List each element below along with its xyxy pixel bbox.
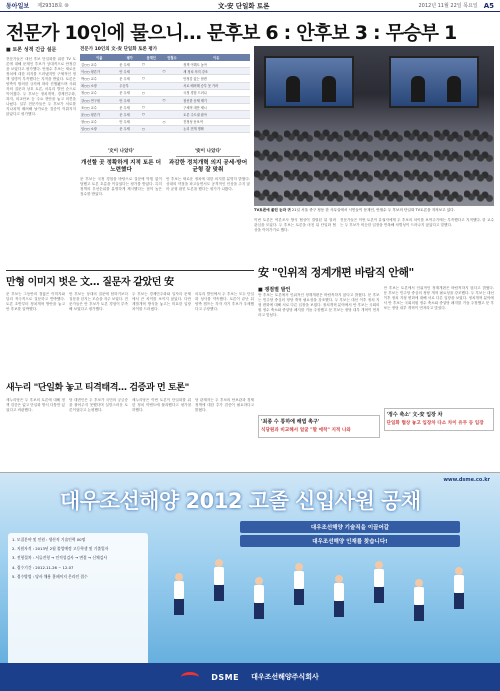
right-story-text: 안 후보는 토론에서 인위적인 정계개편은 바람직하지 않다고 밝혔다. 문 후보는 민주당 중심의 정당 개혁 필요성을 강조했다. 두 후보는 대선 이후 정치 지형 변화에 대해 서로 다른 입장을 보였다. 정치개혁 분야에서 안 후보는 국회의원 정수 축소와 중앙당 폐지를 거듭 주장했고 문 후보는 정당 내부 개혁이 먼저라고 맞섰다.	[258, 293, 380, 317]
table-cell: 참신한 문제 제기	[182, 96, 250, 103]
expert-panel-table	[80, 46, 250, 138]
sidebar-box	[258, 415, 380, 438]
sub-story-col: 새누리당은 이번 토론이 단일화를 위한 정치 이벤트에 불과했다고 평가절하했다.	[132, 398, 191, 412]
ad-logo-text: DSME	[211, 672, 240, 682]
quote-box-ahn	[166, 148, 250, 266]
table-cell: ○	[162, 96, 183, 103]
table-header-cell: 이름	[80, 54, 118, 61]
table-cell: 구체적 대안 제시	[182, 104, 250, 111]
jumping-person	[450, 567, 468, 613]
table-cell: 강○○ 연구원	[80, 96, 118, 103]
issue-number: 제29318호 ⑩	[37, 3, 69, 9]
table-cell: 장○○ 교수	[80, 118, 118, 125]
ad-info-row: 3. 전형절차 : 서류전형 → 인적성검사 → 면접 → 신체검사	[12, 555, 107, 561]
photo-caption-text: 21일 서울 중구 정동 한 사무실에서 시민들이 문재인, 안철수 두 후보의 단일화 TV토론을 지켜보고 있다.	[291, 208, 455, 212]
quote-box-moon	[80, 148, 162, 266]
candidate-figure	[322, 76, 336, 102]
table-header-cell: 평가	[118, 54, 141, 61]
table-row	[80, 96, 250, 103]
table-header-cell: 안철수	[162, 54, 183, 61]
sub-story-col: 당 대변인은 두 후보가 국민의 궁금증을 풀어주지 못했다며 실망스러운 토론이었다고 논평했다.	[69, 398, 128, 412]
table-cell: 서로 배려해 승부 못 가려	[182, 82, 250, 89]
quote-title: '安이 나았다'	[194, 149, 222, 154]
table-cell: 안 우세	[118, 118, 141, 125]
table-cell: 이○○ 평론가	[80, 68, 118, 75]
page-header	[0, 0, 500, 12]
table-cell: 문 우세	[118, 61, 141, 68]
table-cell: 정○○ 교수	[80, 89, 118, 96]
table-row	[80, 118, 250, 125]
table-row	[80, 61, 250, 68]
photo-caption	[254, 208, 494, 213]
jumping-person	[210, 559, 228, 605]
table-cell: 윤○○ 평론가	[80, 111, 118, 118]
ad-slogan: 대우조선해양 인재를 찾습니다!	[240, 535, 460, 547]
table-cell: ○	[141, 61, 162, 68]
quote-headline: 과감한 정치개혁 의지 공세·방어 균형 잘 맞춰	[168, 160, 248, 173]
sub-story-headline: 새누리 "단일화 놓고 티격태격… 검증과 먼 토론"	[6, 383, 189, 393]
divider	[90, 156, 152, 157]
sub-story-body	[6, 398, 254, 468]
sidebar-subtitle: 식당원과 비교해서 얼굴 "딸 애착" 지적 나와	[261, 428, 351, 433]
left-story	[6, 46, 76, 264]
mid-story-col: 문 후보는 그동안의 점잖은 이미지와 달리 적극적으로 질문하고 반박했다. 토론 초반부터 정치개혁 방안을 놓고 안 후보를 압박했다.	[6, 292, 65, 311]
table-cell: 논리 전개 명확	[182, 125, 250, 132]
audience-crowd	[254, 126, 494, 206]
table-cell: 문 우세	[118, 89, 141, 96]
section-title: 文-安 단일화 토론	[217, 2, 270, 10]
right-story-text: 안 후보는 토론에서 인위적인 정계개편은 바람직하지 않다고 밝혔다. 문 후보는 민주당 중심의 정당 개혁 필요성을 강조했다. 두 후보는 대선 이후 정치 지형 변화에 대해 서로 다른 입장을 보였다. 정치개혁 분야에서 안 후보는 국회의원 정수 축소와 중앙당 폐지를 거듭 주장했고 문 후보는 정당 내부 개혁이 먼저라고 맞섰다.	[383, 286, 494, 310]
quote-body: 안 후보는 새로운 정치에 대한 의지를 분명히 밝혔다. 상대의 약점을 파고들면서도 공격적인 인상을 주지 않아 균형 잡힌 토론을 했다는 평가가 나왔다.	[166, 177, 250, 191]
expert-table	[80, 54, 250, 133]
mid-story-col: 두 후보는 경제민주화와 일자리 문제에서 큰 차이를 보이지 않았다. 다만 재벌개혁 방식을 놓고는 미묘한 입장 차이를 드러냈다.	[132, 292, 191, 311]
jumping-person	[290, 563, 308, 609]
table-caption: 전문가 10인의 文-安 단일화 토론 평가	[80, 47, 158, 52]
table-cell: 문 우세	[118, 104, 141, 111]
ad-footer	[0, 663, 500, 691]
table-cell: 국정 경험 드러나	[182, 89, 250, 96]
ad-info-row: 2. 지원자격 : 2013년 2월 졸업예정 고등학생 및 기졸업자	[12, 546, 109, 552]
jumping-person	[250, 577, 268, 623]
sidebar-title: '최종 수 통하에 해법 촉구'	[261, 419, 320, 425]
table-cell	[141, 68, 162, 75]
ad-url[interactable]: www.dsme.co.kr	[443, 477, 490, 483]
page-number: A5	[483, 1, 494, 10]
mid-story-headline: 만형 이미지 벗은 文… 질문자 같았던 安	[6, 277, 174, 288]
table-row	[80, 111, 250, 118]
sidebar-box	[384, 408, 494, 431]
jumping-person	[410, 579, 428, 625]
debate-photo	[254, 46, 494, 206]
jumping-person	[370, 561, 388, 607]
table-cell: ○	[162, 118, 183, 125]
table-cell: ○	[141, 104, 162, 111]
tv-screen-right	[389, 56, 479, 108]
main-headline: 전문가 10인에 물으니… 문후보 6 : 안후보 3 : 무승부 1	[6, 22, 457, 44]
photo-story-col-2: 전문가들은 이번 토론이 유권자에게 두 후보의 차이를 보여주기에는 부족했다고 지적했다. 한 교수는 두 후보가 비슷한 입장을 반복해 차별성이 드러나지 않았다고 말했다.	[340, 218, 494, 227]
sidebar-title: '정수 축소' 文-安 입장 차	[386, 412, 443, 418]
table-row	[80, 125, 250, 132]
table-body	[80, 61, 250, 132]
table-row	[80, 89, 250, 96]
table-cell	[141, 82, 162, 89]
candidate-figure	[286, 76, 300, 102]
table-cell	[162, 89, 183, 96]
tv-screen-left	[264, 56, 354, 108]
ad-company-name: 대우조선해양주식회사	[251, 673, 319, 681]
quote-title: '文이 나았다'	[107, 149, 135, 154]
table-cell: 조○○ 교수	[80, 104, 118, 111]
ad-title: 대우조선해양 2012 고졸 신입사원 공채	[60, 489, 421, 513]
candidate-figure	[411, 76, 425, 102]
table-cell	[162, 125, 183, 132]
table-cell	[162, 75, 183, 82]
table-cell	[141, 96, 162, 103]
photo-caption-title: TV토론에 쏠린 눈과 귀	[254, 208, 291, 212]
sub-story-col: 당 관계자는 두 후보의 안보관과 경제정책에 대한 추가 검증이 필요하다고 밝혔다.	[195, 398, 254, 412]
dsme-advertisement	[0, 472, 500, 691]
table-cell	[162, 82, 183, 89]
ad-info-row: 1. 모집분야 및 인원 : 생산직 기술인력 00명	[12, 537, 86, 542]
table-cell	[162, 61, 183, 68]
table-cell: 문 우세	[118, 111, 141, 118]
newspaper-name: 동아일보	[6, 3, 30, 10]
ad-slogan: 대우조선해양 기술직을 이끌어갈	[240, 521, 460, 533]
table-cell	[141, 118, 162, 125]
table-cell: 새 정치 의지 강조	[182, 68, 250, 75]
table-cell: 김○○ 교수	[80, 61, 118, 68]
ad-slogans	[240, 521, 460, 549]
table-cell: 박○○ 교수	[80, 75, 118, 82]
table-cell: 진정성 돋보여	[182, 118, 250, 125]
mid-story-col: 안 후보는 상대의 질문에 답하기보다 질문을 던지는 모습을 자주 보였다. 전문가들은 안 후보가 토론 경험이 부족해 보였다고 평가했다.	[69, 292, 128, 311]
table-cell	[162, 104, 183, 111]
right-story-body	[258, 286, 494, 468]
table-header-cell: 이유	[182, 54, 250, 61]
photo-story-col-1: 이번 토론은 여론조사 방식 협상이 결렬된 뒤 열려 관심을 모았다. 두 후보는 토론을 마친 뒤 단일화 협상을 이어가기로 했다.	[254, 218, 336, 232]
quote-headline: 개선할 곳 정확하게 지적 토론 더 노련했다	[81, 160, 161, 173]
table-cell: ○	[162, 68, 183, 75]
mid-story-col: 마무리 발언에서 두 후보는 모두 단일화 성사를 약속했다. 토론이 끝난 뒤 양측 캠프는 각자 자기 후보가 우세했다고 주장했다.	[195, 292, 254, 311]
table-cell	[162, 111, 183, 118]
dsme-logo-icon	[181, 672, 199, 682]
table-cell: 최○○ 소장	[80, 82, 118, 89]
right-story-headline: 安 "인위적 정계개편 바람직 안해"	[258, 266, 414, 279]
table-cell: ○	[141, 75, 162, 82]
table-cell: 임○○ 소장	[80, 125, 118, 132]
table-cell: ○	[141, 111, 162, 118]
table-cell: 토론 주도권 잡아	[182, 111, 250, 118]
table-cell: ○	[141, 125, 162, 132]
table-row	[80, 82, 250, 89]
quote-body: 문 후보는 국정 경험을 바탕으로 질문에 막힘 없이 답했고 토론 흐름을 이끌었다는 평가를 받았다. 특히 정책의 우선순위를 분명하게 제시했다는 점이 높은 점수를 받았다.	[80, 177, 162, 196]
sub-story-col: 새누리당은 두 후보의 토론에 대해 정책 검증은 없고 단일화 방식 다툼만 있었다고 비판했다.	[6, 398, 65, 412]
divider	[176, 156, 240, 157]
mid-story-body	[6, 292, 254, 378]
table-cell: 안정감 있는 답변	[182, 75, 250, 82]
ad-info-row: 5. 접수방법 : 당사 채용 홈페이지 온라인 접수	[12, 573, 88, 579]
table-header-cell: 문재인	[141, 54, 162, 61]
table-cell: ○	[141, 89, 162, 96]
table-cell: 문 우세	[118, 75, 141, 82]
table-header-row	[80, 54, 250, 61]
table-cell: 안 우세	[118, 68, 141, 75]
left-story-tag: ■ 토론 성적 긴급 설문	[6, 47, 57, 53]
mid-story-header	[6, 270, 254, 286]
sidebar-subtitle: 단일화 협상 놓고 입장차 다소 차이 유무 등 입장	[386, 421, 484, 426]
table-cell: 정책 이해도 높아	[182, 61, 250, 68]
table-row	[80, 104, 250, 111]
left-story-body: 전문가들은 대선 후보 단일화를 위한 TV 토론에 대해 문재인 후보가 상대적으로 안정감을 보였다고 평가했다. 안철수 후보는 새로운 정치에 대한 의지를 드러냈지만 구체적인 정책 설명이 부족했다는 지적을 받았다. 토론은 양측이 합의한 규칙에 따라 진행됐으며 사회자의 질문과 상호 토론, 마무리 발언 순으로 이어졌다. 두 후보는 정치개혁, 경제민주화, 복지, 외교안보 등 주요 현안을 놓고 의견을 나눴다. 일부 전문가들은 두 후보가 서로를 지나치게 배려해 날카로운 검증이 이뤄지지 않았다고 평가했다.	[6, 57, 76, 116]
candidate-figure	[447, 76, 461, 102]
ad-info-box	[8, 533, 148, 673]
sub-story-header	[6, 380, 254, 394]
right-story-header	[258, 264, 494, 282]
table-cell: 문 우세	[118, 125, 141, 132]
ad-info-row: 4. 접수기간 : 2012.11.26 ~ 12.07	[12, 564, 74, 570]
table-row	[80, 68, 250, 75]
jumping-person	[330, 575, 348, 621]
jumping-person	[170, 573, 188, 619]
table-cell: 무승부	[118, 82, 141, 89]
table-cell: 안 우세	[118, 96, 141, 103]
table-row	[80, 75, 250, 82]
right-story-section-tag: ■ 쟁점별 발언	[258, 287, 291, 293]
publish-date: 2012년 11월 22일 목요일	[418, 3, 478, 9]
